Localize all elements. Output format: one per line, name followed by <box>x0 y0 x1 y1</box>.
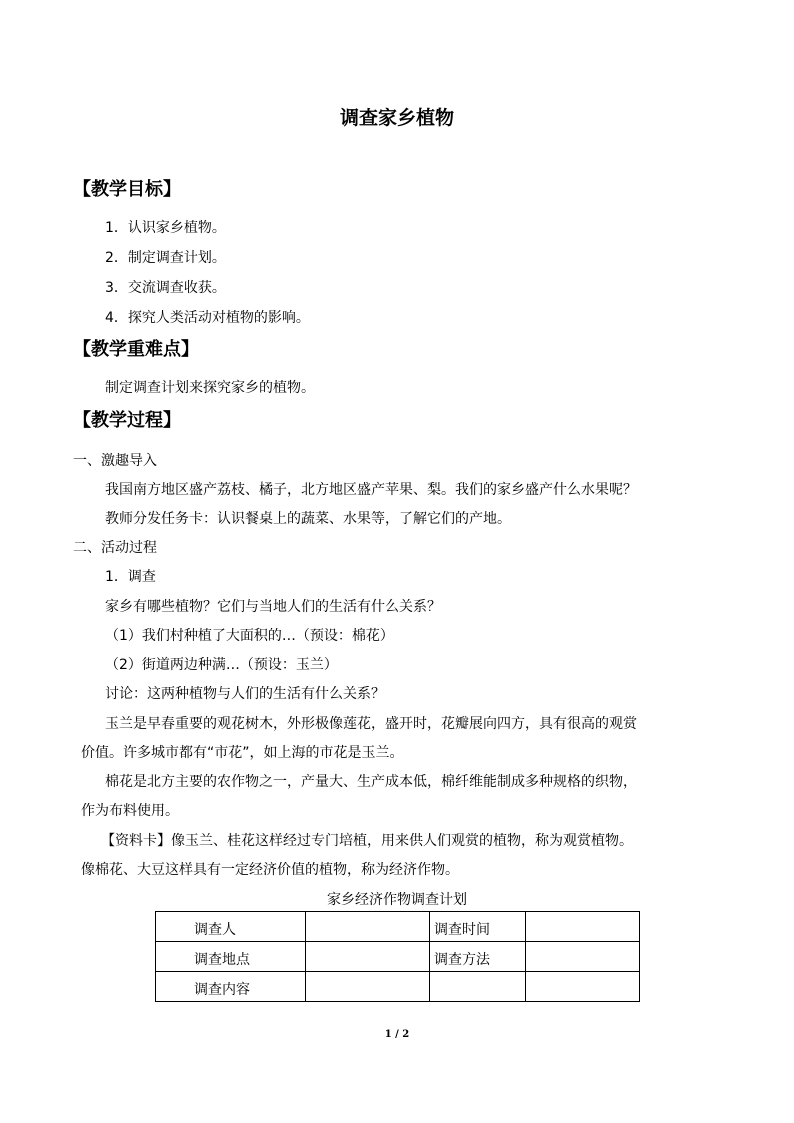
survey-plan-table <box>155 911 640 1002</box>
part1-line: 我国南方地区盛产荔枝、橘子，北方地区盛产苹果、梨。我们的家乡盛产什么水果呢？ <box>105 482 637 498</box>
objective-item: 4．探究人类活动对植物的影响。 <box>105 310 310 326</box>
table-caption: 家乡经济作物调查计划 <box>327 892 467 908</box>
table-cell <box>306 942 430 972</box>
objective-item: 2．制定调查计划。 <box>105 250 226 266</box>
objective-item: 1．认识家乡植物。 <box>105 220 226 236</box>
table-cell <box>526 942 640 972</box>
document-title: 调查家乡植物 <box>339 107 454 129</box>
table-cell: 调查地点 <box>156 942 306 972</box>
table-cell: 调查方法 <box>430 942 526 972</box>
resource-card-line: 像棉花、大豆这样具有一定经济价值的植物，称为经济作物。 <box>81 862 459 878</box>
part2-title: 二、活动过程 <box>73 540 157 556</box>
part2-sub1: 1．调查 <box>105 569 156 585</box>
table-cell: 调查人 <box>156 912 306 942</box>
magnolia-paragraph-line: 玉兰是早春重要的观花树木，外形极像莲花，盛开时，花瓣展向四方，具有很高的观赏 <box>105 716 637 732</box>
key-points-text: 制定调查计划来探究家乡的植物。 <box>105 380 315 396</box>
objectives-heading: 【教学目标】 <box>73 179 181 200</box>
answer-2: （2）街道两边种满…（预设：玉兰） <box>105 657 338 673</box>
resource-card-line: 【资料卡】像玉兰、桂花这样经过专门培植，用来供人们观赏的植物，称为观赏植物。 <box>101 833 633 849</box>
objective-item: 3．交流调查收获。 <box>105 280 226 296</box>
question-text: 家乡有哪些植物？它们与当地人们的生活有什么关系？ <box>105 599 441 615</box>
table-cell <box>306 972 430 1002</box>
table-cell: 调查内容 <box>156 972 306 1002</box>
magnolia-paragraph-line: 价值。许多城市都有“市花”，如上海的市花是玉兰。 <box>81 745 404 761</box>
answer-1: （1）我们村种植了大面积的…（预设：棉花） <box>105 628 394 644</box>
cotton-paragraph-line: 作为布料使用。 <box>81 803 179 819</box>
part1-title: 一、激趣导入 <box>73 453 157 469</box>
table-row <box>156 972 640 1002</box>
part1-line: 教师分发任务卡：认识餐桌上的蔬菜、水果等，了解它们的产地。 <box>105 511 511 527</box>
process-heading: 【教学过程】 <box>73 410 181 431</box>
table-row <box>156 912 640 942</box>
table-cell <box>430 972 526 1002</box>
cotton-paragraph-line: 棉花是北方主要的农作物之一，产量大、生产成本低，棉纤维能制成多种规格的织物， <box>105 774 637 790</box>
table-row <box>156 942 640 972</box>
table-cell <box>526 972 640 1002</box>
discussion-text: 讨论：这两种植物与人们的生活有什么关系？ <box>105 686 385 702</box>
table-cell <box>306 912 430 942</box>
table-cell: 调查时间 <box>430 912 526 942</box>
key-points-heading: 【教学重难点】 <box>73 339 199 360</box>
page-number: 1 / 2 <box>384 1029 410 1040</box>
table-cell <box>526 912 640 942</box>
